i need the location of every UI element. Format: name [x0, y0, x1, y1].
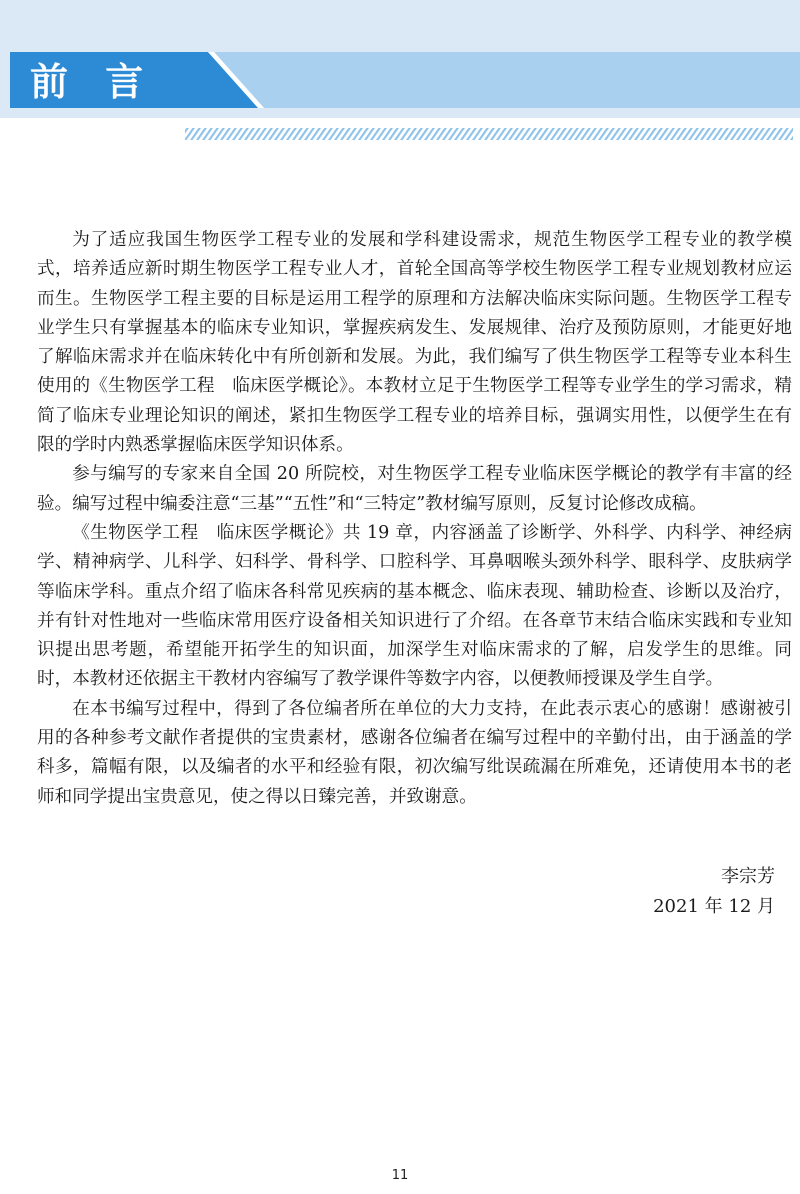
- page-number: 11: [391, 1168, 409, 1183]
- author-name: 李宗芳: [721, 866, 775, 887]
- paragraph: 在本书编写过程中，得到了各位编者所在单位的大力支持，在此表示衷心的感谢！感谢被引用的各种参考文献作者提供的宝贵素材，感谢各位编者在编写过程中的辛勤付出，由于涵盖的学科多，篇幅有限，以及编者的水平和经验有限，初次编写纰误疏漏在所难免，还请使用本书的老师和同学提出宝贵意见，使之得以日臻完善，并致谢意。: [37, 698, 792, 807]
- preface-body: [37, 226, 792, 812]
- paragraph: 《生物医学工程 临床医学概论》共 19 章，内容涵盖了诊断学、外科学、内科学、神经病学、精神病学、儿科学、妇科学、骨科学、口腔科学、耳鼻咽喉头颈外科学、眼科学、皮肤病学等临床学科。重点介绍了临床各科常见疾病的基本概念、临床表现、辅助检查、诊断以及治疗，并有针对性地对一些临床常用医疗设备相关知识进行了介绍。在各章节末结合临床实践和专业知识提出思考题，希望能开拓学生的知识面，加深学生对临床需求的了解，启发学生的思维。同时，本教材还依据主干教材内容编写了教学课件等数字内容，以便教师授课及学生自学。: [37, 522, 792, 690]
- paragraph: 参与编写的专家来自全国 20 所院校，对生物医学工程专业临床医学概论的教学有丰富的经验。编写过程中编委注意“三基”“五性”和“三特定”教材编写原则，反复讨论修改成稿。: [37, 464, 792, 514]
- header-light-parallelogram: [214, 52, 800, 108]
- paragraph: 为了适应我国生物医学工程专业的发展和学科建设需求，规范生物医学工程专业的教学模式，培养适应新时期生物医学工程专业人才，首轮全国高等学校生物医学工程专业规划教材应运而生。生物医学工程主要的目标是运用工程学的原理和方法解决临床实际问题。生物医学工程专业学生只有掌握基本的临床专业知识，掌握疾病发生、发展规律、治疗及预防原则，才能更好地了解临床需求并在临床转化中有所创新和发展。为此，我们编写了供生物医学工程等专业本科生使用的《生物医学工程 临床医学概论》。本教材立足于生物医学工程等专业学生的学习需求，精简了临床专业理论知识的阐述，紧扣生物医学工程专业的培养目标，强调实用性，以便学生在有限的学时内熟悉掌握临床医学知识体系。: [37, 230, 792, 456]
- header-stripe: [185, 128, 793, 140]
- page-title: 前 言: [30, 60, 156, 104]
- sign-date: 2021 年 12 月: [653, 896, 775, 917]
- signature-block: [525, 862, 775, 922]
